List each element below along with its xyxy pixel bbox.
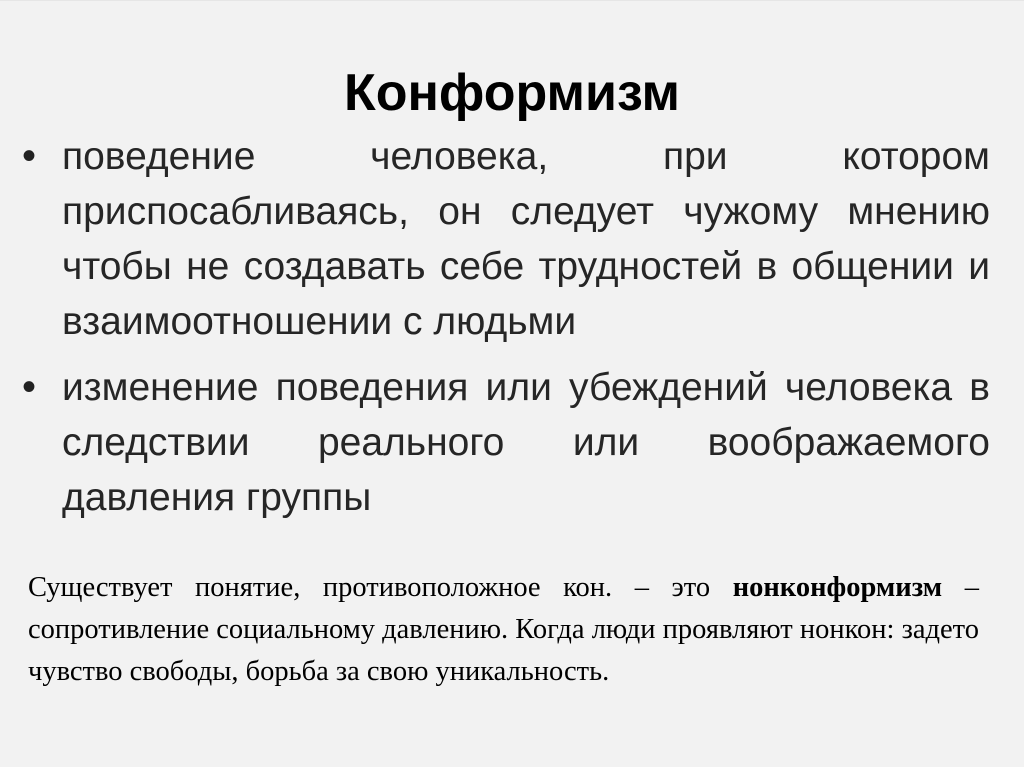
note-term: нонконформизм <box>732 572 943 603</box>
note-definition: – сопротивление социальному давлению. Когда люди проявляют нонкон: задето чувство свободы, борьба за свою уникальность. <box>28 572 980 687</box>
note-paragraph <box>28 567 979 693</box>
bullet-text: изменение поведения или убеждений человека в следствии реального или воображаемого давления группы <box>62 366 990 519</box>
bullet-item <box>22 360 990 525</box>
bullet-marker: • <box>22 134 37 178</box>
note-intro: Существует понятие, противоположное кон. – это <box>28 572 711 603</box>
bullet-item <box>22 129 990 349</box>
bullet-text: поведение человека, при котором приспосабливаясь, он следует чужому мнению чтобы не создавать себе трудностей в общении и взаимоотношении с людьми <box>62 135 990 343</box>
slide-title: Конформизм <box>343 64 681 122</box>
bullet-list <box>22 129 990 536</box>
bullet-marker: • <box>22 365 37 409</box>
